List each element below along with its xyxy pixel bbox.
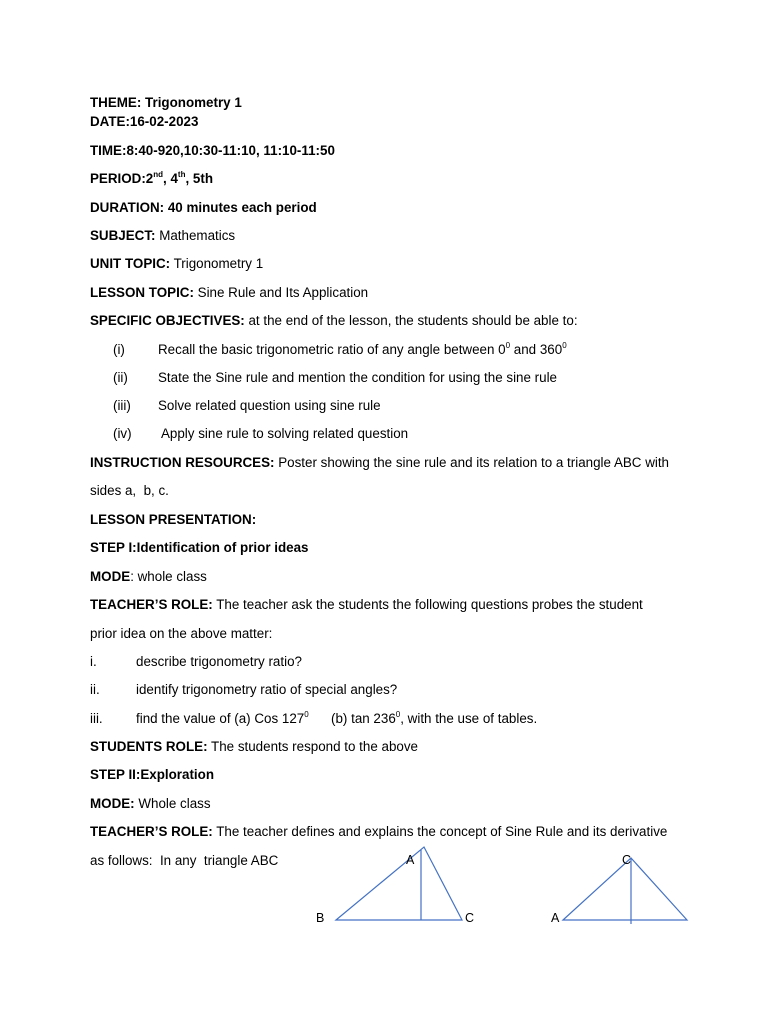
step2-teacher-role-2: as follows: In any triangle ABC	[90, 853, 279, 868]
lesson-topic-line: LESSON TOPIC: Sine Rule and Its Application	[90, 285, 369, 300]
triangle-abc-1	[336, 847, 462, 920]
triangle-2-outline	[563, 858, 687, 920]
step1-mode: MODE: whole class	[90, 569, 207, 584]
period-line: PERIOD:2nd, 4th, 5th	[90, 170, 214, 186]
step1-teacher-role: TEACHER’S ROLE: The teacher ask the students the following questions probes the student	[90, 597, 643, 612]
triangle-abc-2	[563, 858, 687, 924]
duration-line: DURATION: 40 minutes each period	[90, 200, 317, 215]
triangle-1-outline	[336, 847, 462, 920]
step1-title: STEP I:Identification of prior ideas	[90, 540, 309, 555]
step2-title: STEP II:Exploration	[90, 767, 215, 782]
unit-topic-line: UNIT TOPIC: Trigonometry 1	[90, 256, 264, 271]
triangle-2-vertex-a: A	[551, 911, 560, 925]
triangle-2-vertex-c: C	[622, 853, 632, 867]
step2-mode: MODE: Whole class	[90, 796, 211, 811]
date-line: DATE:16-02-2023	[90, 114, 199, 129]
students-role-line: STUDENTS ROLE: The students respond to the above	[90, 739, 418, 754]
lesson-presentation-heading: LESSON PRESENTATION:	[90, 512, 257, 527]
triangle-1-vertex-a: A	[406, 853, 415, 867]
step1-teacher-role-2: prior idea on the above matter:	[90, 626, 273, 641]
subject-line: SUBJECT: Mathematics	[90, 228, 236, 243]
objectives-heading: SPECIFIC OBJECTIVES: at the end of the lesson, the students should be able to:	[90, 313, 578, 328]
triangle-1-vertex-c: C	[465, 911, 475, 925]
step2-teacher-role: TEACHER’S ROLE: The teacher defines and explains the concept of Sine Rule and its derivative	[90, 824, 668, 839]
time-line: TIME:8:40-920,10:30-11:10, 11:10-11:50	[90, 143, 335, 158]
resources-line: INSTRUCTION RESOURCES: Poster showing the sine rule and its relation to a triangle ABC with	[90, 455, 670, 470]
resources-line-2: sides a, b, c.	[90, 483, 169, 498]
triangle-1-vertex-b: B	[316, 911, 325, 925]
theme-line: THEME: Trigonometry 1	[90, 95, 242, 110]
